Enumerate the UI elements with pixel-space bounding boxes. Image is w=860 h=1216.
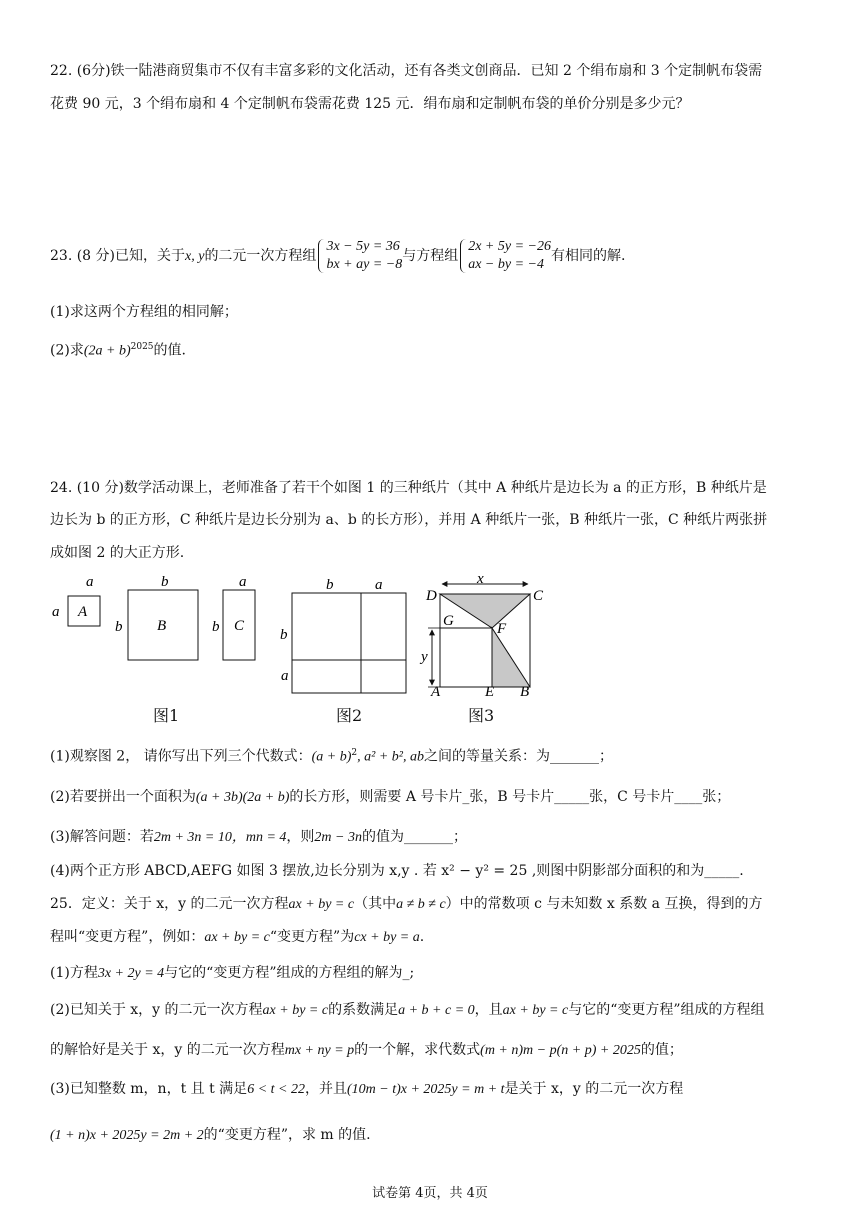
figure-2: [276, 572, 416, 702]
q25-part2-line2-b: 的一个解，求代数式: [354, 1042, 481, 1058]
q23-part1: (1)求这两个方程组的相同解；: [50, 304, 238, 320]
fig2-label-a-left: a: [281, 668, 289, 684]
fig1-label-a-top: a: [86, 574, 94, 590]
fig1-label-b-top: b: [161, 574, 169, 590]
q25-part2-expr3: ax + by = c: [502, 1003, 569, 1018]
q25-part2-expr2: a + b + c = 0: [398, 1003, 475, 1018]
q25-part3-expr1: 6 < t < 22: [247, 1082, 305, 1097]
q23-part2-exp: 2025: [130, 342, 154, 352]
q23-sys2-eq2: ax − by = −4: [468, 257, 544, 272]
q24-part2: [50, 787, 730, 808]
q23-sys1-eq1: 3x − 5y = 36: [326, 239, 400, 254]
q24-part1-expr2: , a² + b², ab: [357, 749, 424, 765]
q24-part1: [50, 743, 613, 768]
q25-part3-a: (3)已知整数 m，n，t 且 t 满足: [50, 1081, 248, 1097]
q24-line3: 成如图 2 的大正方形.: [50, 545, 185, 561]
fig3-label-x: x: [477, 571, 484, 587]
q24-part4: (4)两个正方形 ABCD,AEFG 如图 3 摆放,边长分别为 x,y . 若 x² − y² = 25 ,则图中阴影部分面积的和为_____.: [50, 863, 744, 879]
fig2-label-a-top: a: [375, 577, 383, 593]
fig3-label-A: A: [431, 684, 441, 700]
q23-vars: x, y: [185, 249, 205, 264]
q25-line1-a: 25．定义：关于 x，y 的二元一次方程: [50, 896, 289, 912]
q23-part2: [50, 337, 186, 362]
q25-line1-b: （其中: [354, 896, 397, 912]
q24-part1-expr1: (a + b): [311, 749, 352, 765]
fig3-label-D: D: [426, 588, 437, 604]
q25-line1: [50, 894, 762, 915]
fig1-label-a-left: a: [52, 604, 60, 620]
q25-part2-a: (2)已知关于 x，y 的二元一次方程: [50, 1002, 263, 1018]
q23-system-2: [458, 238, 551, 274]
q23-stem: [50, 234, 625, 279]
q25-line2-a: 程叫“变更方程”，例如：: [50, 929, 205, 945]
q25-part2-line2: [50, 1040, 683, 1061]
q23-connector: 与方程组: [402, 248, 459, 264]
q25-part3-line2-expr: (1 + n)x + 2025y = 2m + 2: [50, 1128, 204, 1143]
fig2-caption: 图2: [336, 706, 363, 725]
q24-part3-prefix: (3)解答问题：若: [50, 829, 154, 845]
fig1-letter-C: C: [234, 618, 245, 634]
q25-part3-c: 是关于 x，y 的二元一次方程: [504, 1081, 684, 1097]
fig3-label-F: F: [497, 621, 507, 637]
q23-mid: 的二元一次方程组: [204, 248, 317, 264]
fig3-label-y: y: [421, 649, 428, 665]
fig2-big-square: [292, 593, 406, 693]
fig3-label-G: G: [443, 613, 454, 629]
q25-part2-line1: [50, 1000, 765, 1021]
q22-line1: 22. (6分)铁一陆港商贸集市不仅有丰富多彩的文化活动，还有各类文创商品．已知 2 个绢布扇和 3 个定制帆布袋需: [50, 63, 763, 79]
q25-part1-expr: 3x + 2y = 4: [97, 966, 165, 981]
q24-part1-prefix: (1)观察图 2， 请你写出下列三个代数式：: [50, 748, 312, 765]
q25-line2: [50, 927, 424, 948]
q24-line2: 边长为 b 的正方形，C 种纸片是边长分别为 a、b 的长方形），并用 A 种纸片一张，B 种纸片一张，C 种纸片两张拼: [50, 512, 768, 528]
fig3-label-C: C: [533, 588, 544, 604]
q25-part2-d: 与它的“变更方程”组成的方程组: [568, 1002, 765, 1018]
q25-part3-b: ，并且: [304, 1081, 347, 1097]
q24-part3-expr: 2m + 3n = 10，mn = 4: [153, 830, 287, 845]
q23-part2-suffix: 的值.: [153, 342, 186, 359]
fig1-label-b-rect: b: [212, 619, 220, 635]
q25-part1-a: (1)方程: [50, 965, 98, 981]
q23-part2-prefix: (2)求: [50, 342, 84, 359]
q24-part2-suffix: 的长方形，则需要 A 号卡片_张，B 号卡片_____张，C 号卡片____张；: [289, 789, 731, 805]
q25-part2-c: ，且: [474, 1002, 503, 1018]
q23-sys1-eq2: bx + ay = −8: [326, 257, 403, 272]
q24-part2-prefix: (2)若要拼出一个面积为: [50, 789, 196, 805]
fig1-caption: 图1: [153, 706, 180, 725]
fig3-label-B: B: [520, 684, 530, 700]
figure-3: [418, 570, 558, 700]
q24-part1-suffix: 之间的等量关系：为_______；: [424, 748, 613, 765]
q22-line2: 花费 90 元，3 个绢布扇和 4 个定制帆布袋需花费 125 元．绢布扇和定制帆布袋的单价分别是多少元？: [50, 96, 690, 112]
q23-system-1: [316, 238, 402, 274]
fig3-square-AEFG: [440, 628, 492, 687]
q25-part3-line2: [50, 1125, 371, 1146]
fig2-label-b-left: b: [280, 627, 288, 643]
fig1-label-a-rect: a: [239, 574, 247, 590]
fig3-caption: 图3: [468, 706, 495, 725]
fig1-label-b-left: b: [115, 619, 123, 635]
page-footer: 试卷第 4页，共 4页: [372, 1186, 488, 1201]
q24-part3-mid: ，则: [286, 829, 315, 845]
q24-part2-expr: (a + 3b)(2a + b): [195, 790, 290, 805]
fig3-label-E: E: [485, 684, 495, 700]
q25-part1-b: 与它的“变更方程”组成的方程组的解为_;: [164, 965, 415, 981]
q25-line1-cond: a ≠ b ≠ c: [396, 897, 446, 912]
q24-part3-suffix: 的值为_______；: [361, 829, 467, 845]
q24-line1: 24. (10 分)数学活动课上，老师准备了若干个如图 1 的三种纸片（其中 A 种纸片是边长为 a 的正方形，B 种纸片是: [50, 480, 767, 496]
q25-line2-expr2: cx + by = a: [354, 930, 420, 945]
q25-part2-expr1: ax + by = c: [262, 1003, 329, 1018]
q24-part3: [50, 827, 467, 848]
q25-line2-expr1: ax + by = c: [204, 930, 270, 945]
q23-part2-expr: (2a + b): [83, 343, 131, 359]
q25-part2-b: 的系数满足: [328, 1002, 399, 1018]
q24-part1-exp: 2: [351, 748, 358, 758]
q24-part3-expr2: 2m − 3n: [314, 830, 362, 845]
q25-line1-expr: ax + by = c: [288, 897, 355, 912]
q23-prefix: 23. (8 分)已知，关于: [50, 248, 185, 264]
q25-part2-line2-c: 的值；: [640, 1042, 683, 1058]
fig2-label-b-top: b: [326, 577, 334, 593]
q25-part3-expr2: (10m − t)x + 2025y = m + t: [346, 1082, 505, 1097]
figure-1: [48, 572, 263, 702]
q25-line1-c: ）中的常数项 c 与未知数 x 系数 a 互换，得到的方: [445, 896, 763, 912]
q23-suffix: 有相同的解.: [551, 248, 626, 264]
q25-part3-line1: [50, 1079, 683, 1100]
q23-sys2-eq1: 2x + 5y = −26: [468, 239, 551, 254]
q25-part2-line2-expr2: (m + n)m − p(n + p) + 2025: [480, 1043, 641, 1058]
q25-part2-line2-a: 的解恰好是关于 x，y 的二元一次方程: [50, 1042, 285, 1058]
q25-part3-line2-b: 的“变更方程”，求 m 的值.: [203, 1127, 371, 1143]
q25-line2-b: “变更方程”为: [269, 929, 355, 945]
q25-part2-line2-expr: mx + ny = p: [284, 1043, 355, 1058]
fig1-letter-B: B: [157, 618, 167, 634]
q25-line2-c: .: [419, 929, 425, 945]
fig1-letter-A: A: [78, 604, 88, 620]
q25-part1: [50, 963, 414, 984]
